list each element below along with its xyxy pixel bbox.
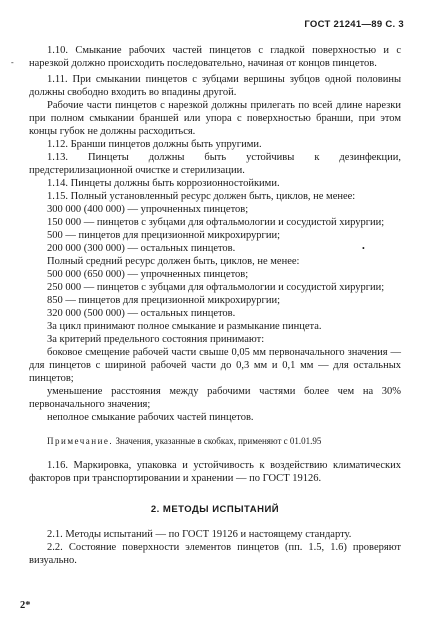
- list-item: 500 — пинцетов для прецизионной микрохирургии;: [47, 230, 281, 241]
- note: [29, 435, 401, 448]
- paragraph-1-15: 1.15. Полный установленный ресурс должен быть, циклов, не менее:: [47, 191, 356, 202]
- paragraph-2-2: 2.2. Состояние поверхности элементов пинцетов (пп. 1.5, 1.6) проверяют визуально.: [29, 542, 401, 566]
- document-body: [29, 44, 401, 567]
- list-item: 500 000 (650 000) — упрочненных пинцетов;: [47, 269, 249, 280]
- list-item: боковое смещение рабочей части свыше 0,05 мм первоначального значения — для пинцетов с шириной рабочей части до 0,3 мм и 0,1 мм — для остальных пинцетов;: [29, 347, 401, 384]
- paragraph-2-1: 2.1. Методы испытаний — по ГОСТ 19126 и настоящему стандарту.: [47, 529, 352, 540]
- list-item: 320 000 (500 000) — остальных пинцетов.: [47, 308, 236, 319]
- paragraph-1-10: 1.10. Смыкание рабочих частей пинцетов с гладкой поверхностью и с нарезкой должно происходить последовательно, начиная от концов пинцетов.: [29, 45, 401, 69]
- paragraph-1-14: 1.14. Пинцеты должны быть коррозионностойкими.: [47, 178, 280, 189]
- note-label: Примечание.: [47, 436, 114, 446]
- running-header: ГОСТ 21241—89 С. 3: [304, 19, 404, 30]
- list-item: уменьшение расстояния между рабочими частями более чем на 30% первоначального значения;: [29, 386, 401, 410]
- paragraph-serrated-jaws: Рабочие части пинцетов с нарезкой должны прилегать по всей длине нарезки при полном смыкании браншей или упора с поверхностью бранши, при этом концы губок не должны расходиться.: [29, 100, 401, 137]
- paragraph-1-16: 1.16. Маркировка, упаковка и устойчивость к воздействию климатических факторов при транспортировании и хранении — по ГОСТ 19126.: [29, 460, 401, 484]
- list-item: 300 000 (400 000) — упрочненных пинцетов;: [47, 204, 249, 215]
- paragraph-1-11: 1.11. При смыкании пинцетов с зубцами вершины зубцов одной половины должны свободно входить во впадины другой.: [29, 74, 401, 98]
- list-item: 850 — пинцетов для прецизионной микрохирургии;: [47, 295, 281, 306]
- list-item: 150 000 — пинцетов с зубцами для офтальмологии и сосудистой хирургии;: [47, 217, 385, 228]
- margin-tick: -: [11, 58, 14, 67]
- list-item: 250 000 — пинцетов с зубцами для офтальмологии и сосудистой хирургии;: [47, 282, 385, 293]
- list-item: неполное смыкание рабочих частей пинцетов.: [47, 412, 254, 423]
- note-text: Значения, указанные в скобках, применяют с 01.01.95: [115, 436, 322, 446]
- section-title: 2. МЕТОДЫ ИСПЫТАНИЙ: [150, 504, 280, 515]
- list-item: 200 000 (300 000) — остальных пинцетов.: [47, 243, 236, 254]
- page-mark: 2*: [20, 600, 31, 611]
- stray-mark: •: [362, 244, 365, 253]
- paragraph-1-12: 1.12. Бранши пинцетов должны быть упругими.: [47, 139, 262, 150]
- paragraph-criterion: За критерий предельного состояния принимают:: [47, 334, 265, 345]
- paragraph-cycle: За цикл принимают полное смыкание и размыкание пинцета.: [47, 321, 322, 332]
- paragraph-average-resource: Полный средний ресурс должен быть, циклов, не менее:: [47, 256, 300, 267]
- paragraph-1-13: 1.13. Пинцеты должны быть устойчивы к дезинфекции, предстерилизационной очистке и стерилизации.: [29, 152, 401, 176]
